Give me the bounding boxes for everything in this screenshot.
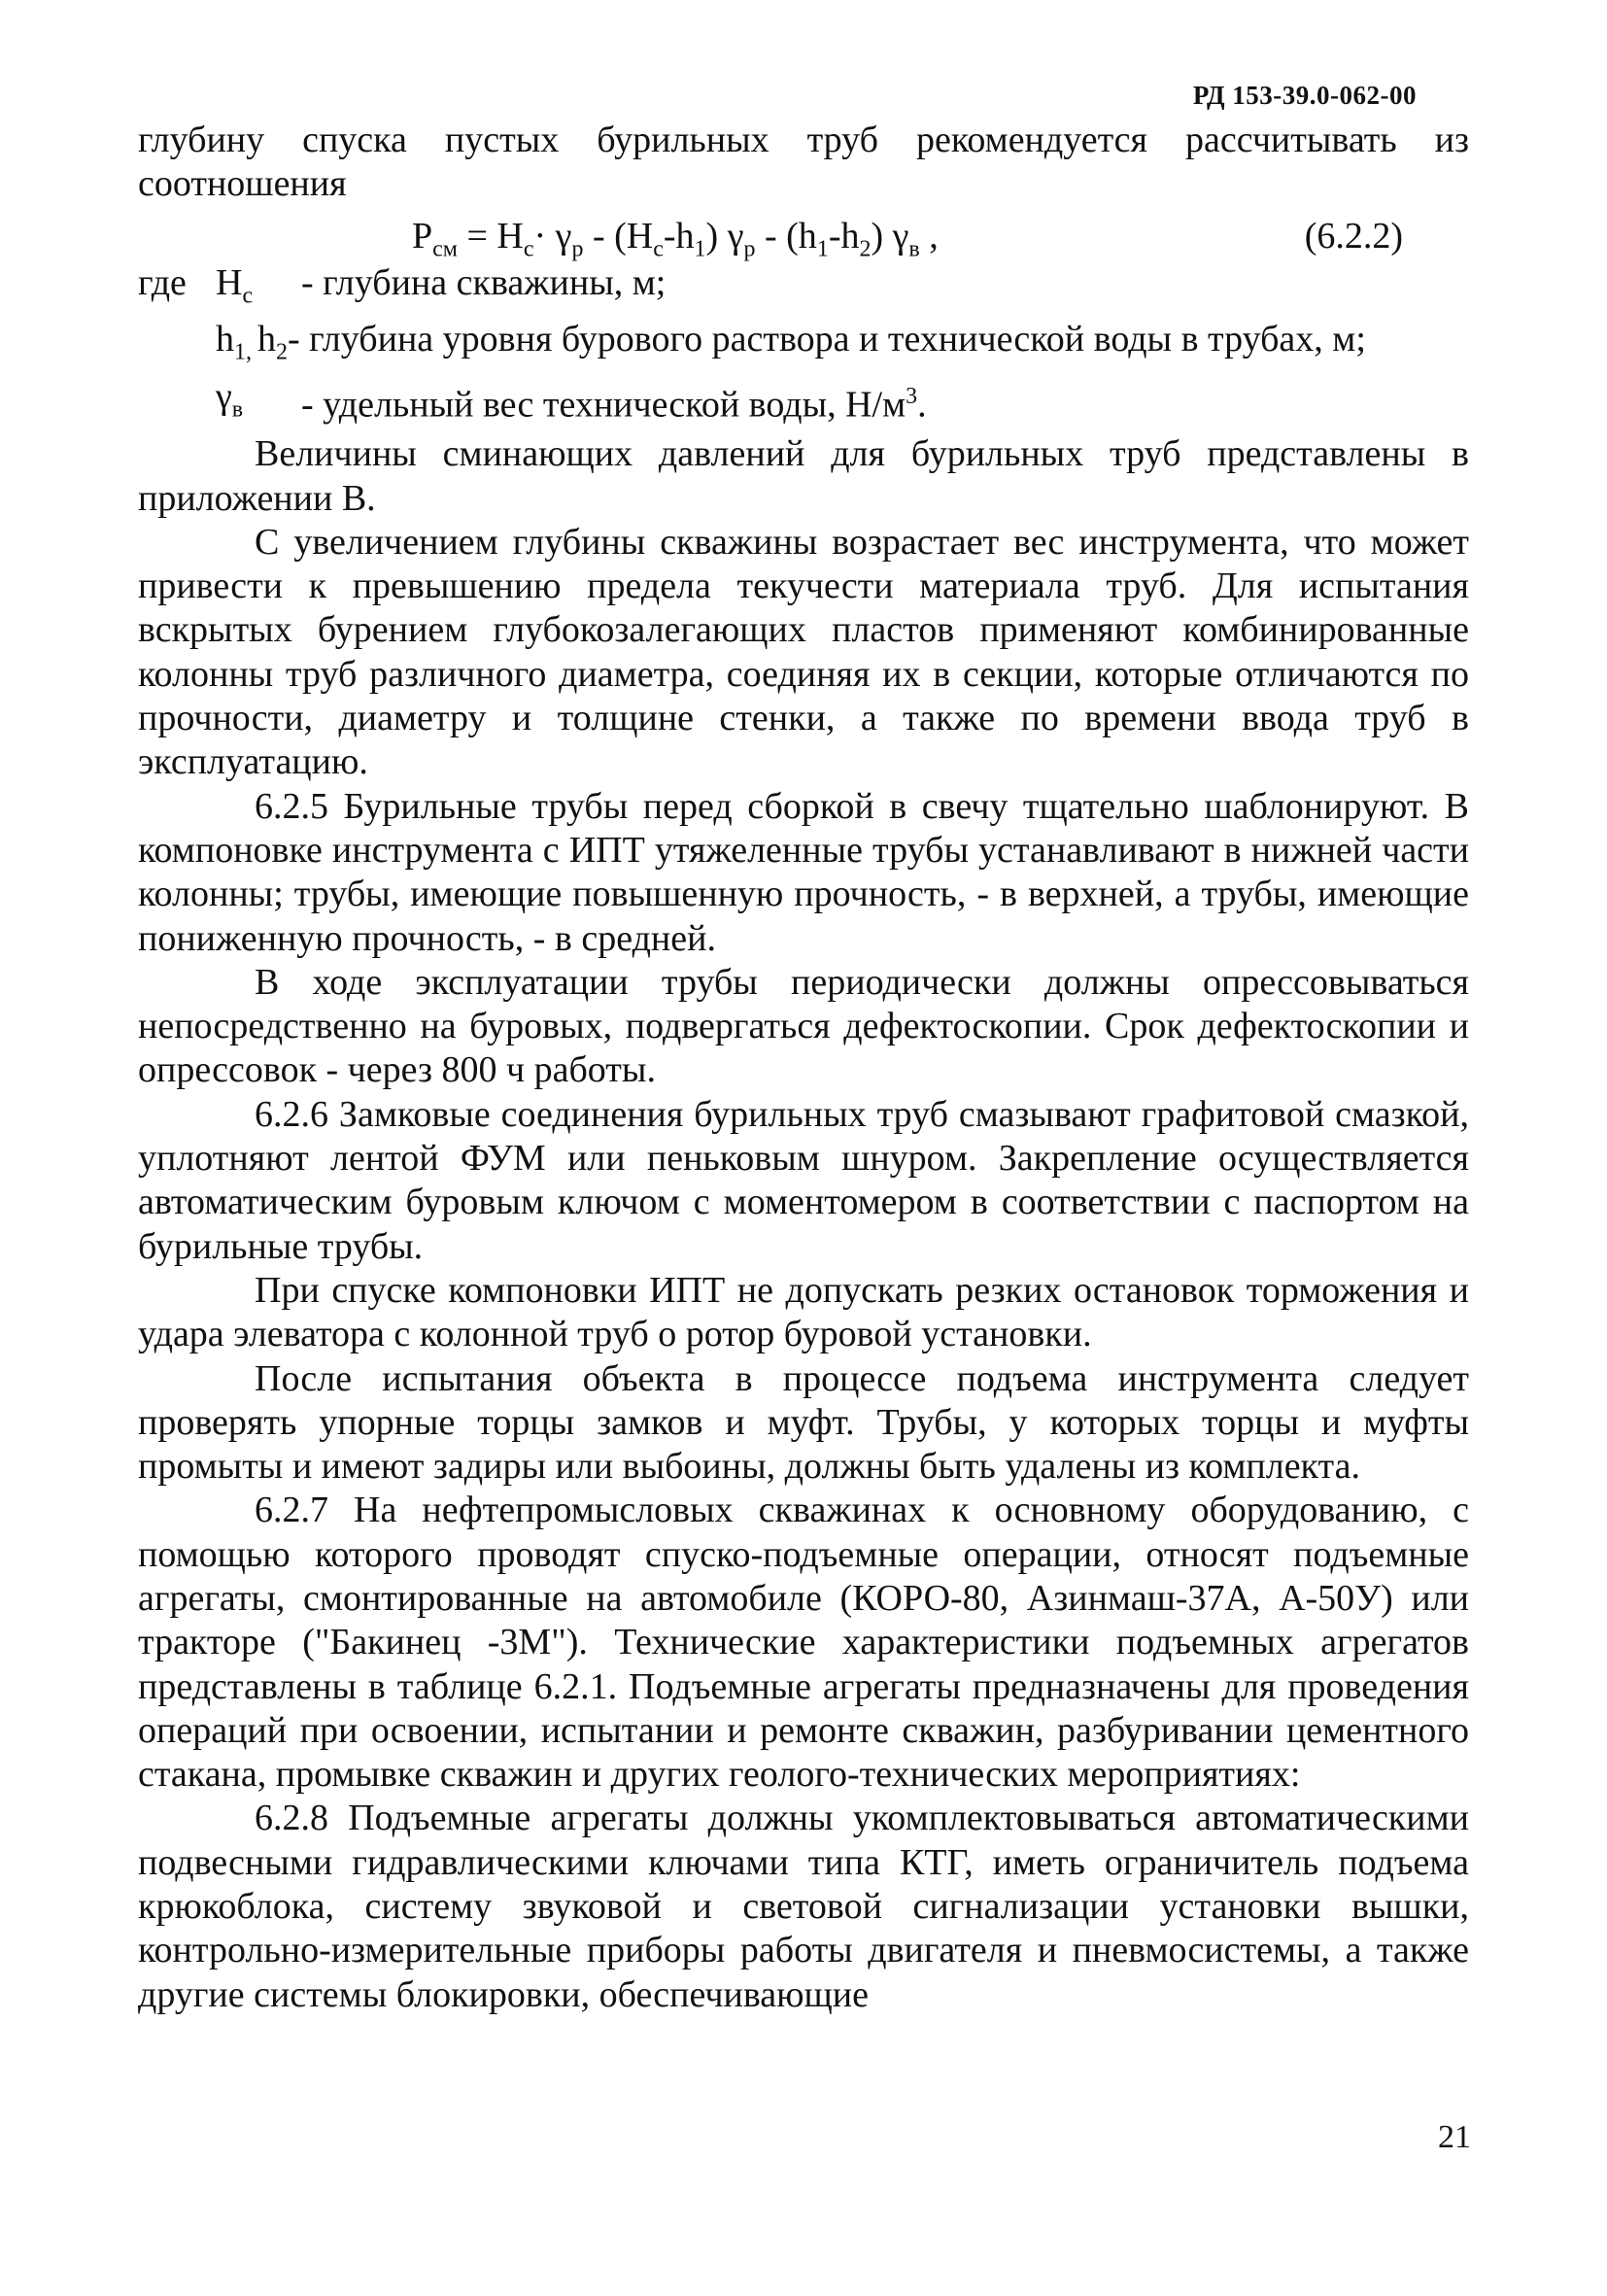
definition-symbol: $H_c$ bbox=[216, 261, 254, 309]
body-paragraph: 6.2.8 Подъемные агрегаты должны укомплектовываться автоматическими подвесными гидравлическими ключами типа КТГ, иметь ограничитель подъема крюкоблока, систему звуковой и световой сигнализации установки вышки, контрольно-измерительные приборы работы двигателя и пневмосистемы, а также другие системы блокировки, обеспечивающие bbox=[138, 1798, 1469, 2015]
body-paragraph: 6.2.5 Бурильные трубы перед сборкой в свечу тщательно шаблонируют. В компоновке инструмента с ИПТ утяжеленные трубы устанавливают в нижней части колонны; трубы, имеющие повышенную прочность, - в верхней, а трубы, имеющие пониженную прочность, - в средней. bbox=[138, 785, 1469, 959]
body-paragraph: Величины сминающих давлений для бурильных труб представлены в приложении В. bbox=[138, 433, 1469, 519]
document-code: РД 153-39.0-062-00 bbox=[1192, 81, 1417, 110]
page-number: 21 bbox=[1438, 2119, 1471, 2155]
body-paragraph: 6.2.7 На нефтепромысловых скважинах к основному оборудованию, с помощью которого проводят спуско-подъемные операции, относят подъемные агрегаты, смонтированные на автомобиле (КОРО-80, Азинмаш-37А, А-50У) или тракторе ("Бакинец -3М"). Технические характеристики подъемных агрегатов представлены в таблице 6.2.1. Подъемные агрегаты предназначены для проведения операций при освоении, испытании и ремонте скважин, разбуривании цементного стакана, промывке скважин и других геолого-технических мероприятиях: bbox=[138, 1490, 1469, 1796]
formula-row bbox=[138, 207, 1469, 263]
formula-6-2-2: $P_{см} = H_c\cdot \gamma_р - (H_c-h_1)$ $\gamma_р - (h_1-h_2)$ $\gamma_в$ , bbox=[412, 215, 939, 262]
definition-row: $\gamma_в$ - удельный вес технической воды, $Н/м^3$. bbox=[138, 375, 1469, 432]
definition-row: где $H_c$ - глубина скважины, м; bbox=[138, 261, 1469, 319]
variable-definitions bbox=[138, 261, 1469, 433]
equation-number: (6.2.2) bbox=[1304, 215, 1403, 257]
intro-paragraph: глубину спуска пустых бурильных труб рекомендуется рассчитывать из соотношения bbox=[138, 120, 1469, 205]
body-paragraph: В ходе эксплуатации трубы периодически должны опрессовываться непосредственно на буровых, подвергаться дефектоскопии. Срок дефектоскопии и опрессовок - через 800 ч работы. bbox=[138, 961, 1469, 1091]
definition-symbol: $\gamma_в$ bbox=[216, 376, 244, 423]
page-body bbox=[138, 119, 1469, 2017]
body-paragraph: При спуске компоновки ИПТ не допускать резких остановок торможения и удара элеватора с колонной труб о ротор буровой установки. bbox=[138, 1269, 1469, 1355]
body-paragraph: После испытания объекта в процессе подъема инструмента следует проверять упорные торцы замков и муфт. Трубы, у которых торцы и муфты промыты и имеют задиры или выбоины, должны быть удалены из комплекта. bbox=[138, 1357, 1469, 1488]
definition-row: $h_{1,}$ $h_2$ - глубина уровня бурового раствора и технической воды в трубах, м; bbox=[138, 318, 1469, 375]
body-paragraph: 6.2.6 Замковые соединения бурильных труб смазывают графитовой смазкой, уплотняют лентой ФУМ или пеньковым шнуром. Закрепление осуществляется автоматическим буровым ключом с моментомером в соответствии с паспортом на бурильные трубы. bbox=[138, 1093, 1469, 1267]
body-paragraph: С увеличением глубины скважины возрастает вес инструмента, что может привести к превышению предела текучести материала труб. Для испытания вскрытых бурением глубокозалегающих пластов применяют комбинированные колонны труб различного диаметра, соединяя их в секции, которые отличаются по прочности, диаметру и толщине стенки, а также по времени ввода труб в эксплуатацию. bbox=[138, 521, 1469, 783]
definition-symbol: $h_{1,}$ $h_2$ bbox=[216, 319, 288, 366]
